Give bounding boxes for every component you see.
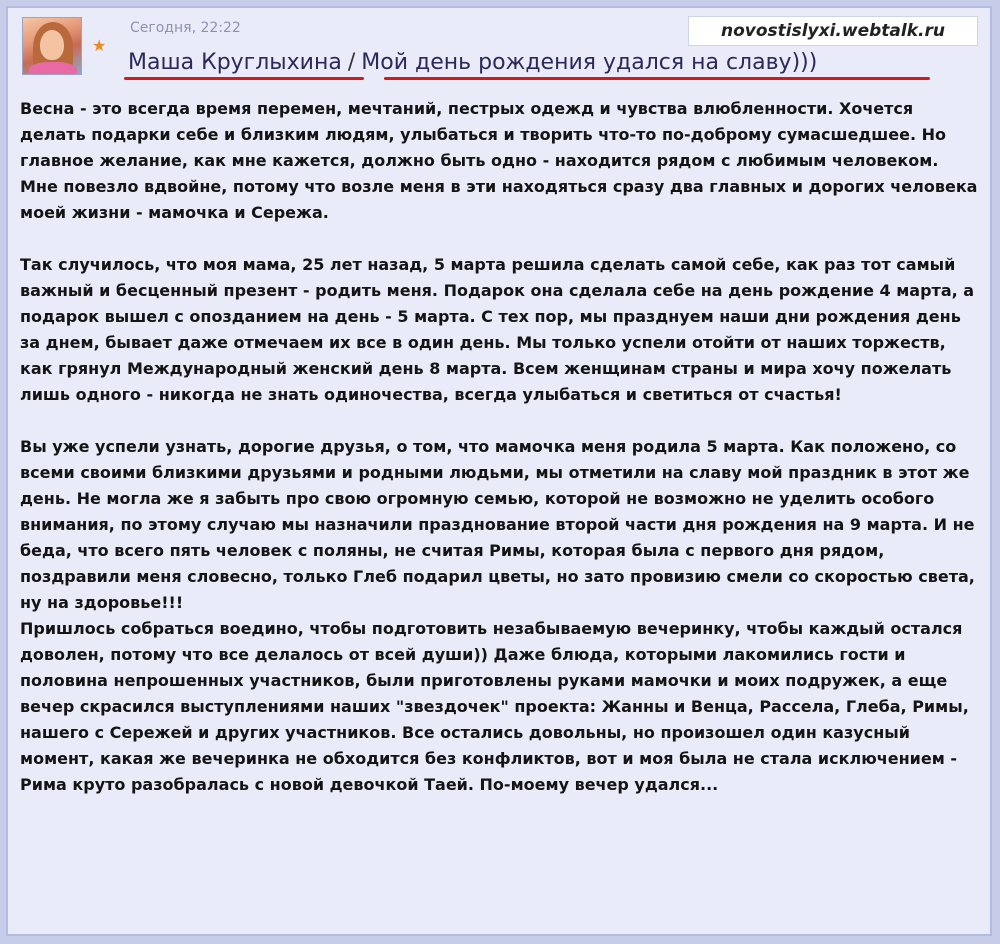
post-body (20, 96, 980, 798)
post-paragraph: Так случилось, что моя мама, 25 лет назад, 5 марта решила сделать самой себе, как раз тот самый важный и бесценный презент - родить меня. Подарок она сделала себе на день рождение 4 марта, а подарок вышел с опозданием на день - 5 марта. С тех пор, мы празднуем наши дни рождения день за днем, бывает даже отмечаем их все в один день. Мы только успели отойти от наших торжеств, как грянул Международный женский день 8 марта. Всем женщинам страны и мира хочу пожелать лишь одного - никогда не знать одиночества, всегда улыбаться и светиться от счастья! (20, 255, 975, 404)
post-header (128, 48, 817, 78)
title-underline (384, 77, 930, 80)
author-underline (124, 77, 364, 80)
post-paragraph: Вы уже успели узнать, дорогие друзья, о том, что мамочка меня родила 5 марта. Как положено, со всеми своими близкими друзьями и родными людьми, мы отметили на славу мой праздник в этот же день. Не могла же я забыть про свою огромную семью, которой не возможно не уделить особого внимания, по этому случаю мы назначили празднование второй части дня рождения на 9 марта. И не беда, что всего пять человек с поляны, не считая Римы, которая была с первого дня рядом, поздравили меня словесно, только Глеб подарил цветы, но зато провизию смели со скоростью света, ну на здоровье!!! (20, 437, 975, 612)
post-title[interactable]: Мой день рождения удался на славу))) (361, 50, 818, 75)
avatar[interactable] (22, 17, 82, 75)
post-date: Сегодня, 22:22 (130, 20, 241, 36)
avatar-face (40, 30, 64, 60)
star-icon: ★ (92, 36, 107, 55)
post-paragraph: Пришлось собраться воедино, чтобы подготовить незабываемую вечеринку, чтобы каждый остался доволен, потому что все делалось от всей души)) Даже блюда, которыми лакомились гости и половина непрошенных участников, были приготовлены руками мамочки и моих подружек, а еще вечер скрасился выступлениями наших "звездочек" проекта: Жанны и Венца, Рассела, Глеба, Римы, нашего с Сережей и других участников. Все остались довольны, но произошел один казусный момент, какая же вечеринка не обходится без конфликтов, вот и моя была не стала исключением - Рима круто разобралась с новой девочкой Таей. По-моему вечер удался... (20, 619, 969, 794)
post-paragraph: Весна - это всегда время перемен, мечтаний, пестрых одежд и чувства влюбленности. Хочется делать подарки себе и близким людям, улыбаться и творить что-то по-доброму сумасшедшее. Но главное желание, как мне кажется, должно быть одно - находится рядом с любимым человеком. Мне повезло вдвойне, потому что возле меня в эти находяться сразу два главных и дорогих человека моей жизни - мамочка и Сережа. (20, 99, 978, 222)
avatar-shirt (29, 62, 77, 75)
watermark: novostislyxi.webtalk.ru (688, 16, 978, 46)
author-link[interactable]: Маша Круглыхина (128, 50, 342, 75)
title-separator: / (347, 50, 356, 75)
